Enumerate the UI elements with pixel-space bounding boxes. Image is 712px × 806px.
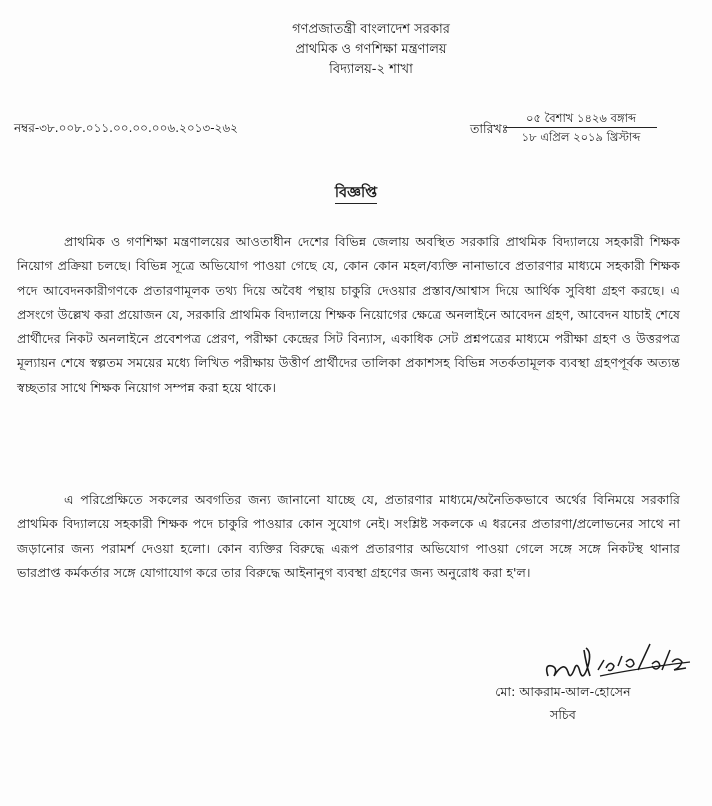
letterhead-ministry: প্রাথমিক ও গণশিক্ষা মন্ত্রণালয় [295,42,447,57]
date-bangla: ০৫ বৈশাখ ১৪২৬ বঙ্গাব্দ [526,111,636,125]
letterhead-government: গণপ্রজাতন্ত্রী বাংলাদেশ সরকার [292,22,450,37]
date-english: ১৮ এপ্রিল ২০১৯ খ্রিস্টাব্দ [521,130,641,144]
signatory-name: মো: আকরাম-আল-হোসেন [495,684,631,699]
signatory-designation: সচিব [550,707,576,722]
letterhead-section: বিদ্যালয়-২ শাখা [329,62,413,77]
memo-number: নম্বর-৩৮.০০৮.০১১.০০.০০.০০৬.২০১৩-২৬২ [14,121,238,135]
date-block [505,109,657,146]
notice-title-text: বিজ্ঞপ্তি [335,185,377,204]
notice-paragraph-2: এ পরিপ্রেক্ষিতে সকলের অবগতির জন্য জানানো যাচ্ছে যে, প্রতারণার মাধ্যমে/অনৈতিকভাবে অর্থের বিনিময়ে সরকারি প্রাথমিক বিদ্যালয়ে সহকারী শিক্ষক পদে চাকুরি পাওয়ার কোন সুযোগ নেই। সংশ্লিষ্ট সকলকে এ ধরনের প্রতারণা/প্রলোভনের সাথে না জড়ানোর জন্য পরামর্শ দেওয়া হলো। কোন ব্যক্তির বিরুদ্ধে এরূপ প্রতারণার অভিযোগ পাওয়া গেলে সঙ্গে সঙ্গে নিকটস্থ থানার ভারপ্রাপ্ত কর্মকর্তার সঙ্গে যোগাযোগ করে তার বিরুদ্ধে আইনানুগ ব্যবস্থা গ্রহণের জন্য অনুরোধ করা হ'ল। [17,492,680,580]
date-label: তারিখঃ [470,121,509,136]
notice-title [0,182,712,206]
notice-paragraph-1: প্রাথমিক ও গণশিক্ষা মন্ত্রণালয়ের আওতাধীন দেশের বিভিন্ন জেলায় অবস্থিত সরকারি প্রাথমিক বিদ্যালয়ে সহকারী শিক্ষক নিয়োগ প্রক্রিয়া চলছে। বিভিন্ন সূত্রে অভিযোগ পাওয়া গেছে যে, কোন কোন মহল/ব্যক্তি নানাভাবে প্রতারণার মাধ্যমে সহকারী শিক্ষক পদে আবেদনকারীগণকে প্রতারণামূলক তথ্য দিয়ে অবৈধ পন্থায় চাকুরি দেওয়ার প্রস্তাব/আশ্বাস দিয়ে আর্থিক সুবিধা গ্রহণ করছে। এ প্রসংগে উল্লেখ করা প্রয়োজন যে, সরকারি প্রাথমিক বিদ্যালয়ে শিক্ষক নিয়োগের ক্ষেত্রে অনলাইনে আবেদন গ্রহণ, আবেদন যাচাই শেষে প্রার্থীদের নিকট অনলাইনে প্রবেশপত্র প্রেরণ, পরীক্ষা কেন্দ্রের সিট বিন্যাস, একাধিক সেট প্রশ্নপত্রের মাধ্যমে পরীক্ষা গ্রহণ ও উত্তরপত্র মূল্যায়ন শেষে স্বল্পতম সময়ের মধ্যে লিখিত পরীক্ষায় উত্তীর্ণ প্রার্থীদের তালিকা প্রকাশসহ বিভিন্ন সতর্কতামূলক ব্যবস্থা গ্রহণপূর্বক অত্যন্ত স্বচ্ছতার সাথে শিক্ষক নিয়োগ সম্পন্ন করা হয়ে থাকে। [17,234,680,395]
letterhead [0,20,712,80]
